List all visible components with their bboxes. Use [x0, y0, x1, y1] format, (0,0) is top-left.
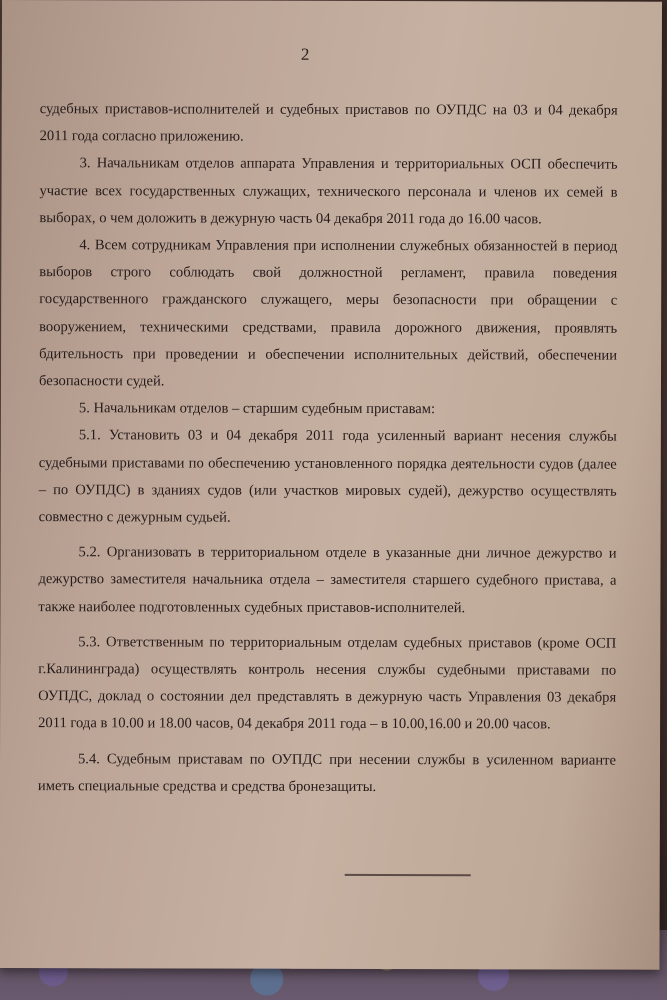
paragraph-4: 4. Всем сотрудникам Управления при исполнении служебных обязанностей в период выборов строго соблюдать свой должностной регламент, правила поведения государственного гражданского служащего, меры безопасности при обращении с вооружением, техническими средствами, правила дорожного движения, проявлять бдительность при проведении и обеспечении исполнительных действий, обеспечении безопасности судей. — [38, 237, 618, 390]
paragraph-3: 3. Начальникам отделов аппарата Управления и территориальных ОСП обеспечить участие всех государственных служащих, технического персонала и членов их семей в выборах, о чем доложить в дежурную часть 04 декабря 2011 года до 16.00 часов. — [39, 155, 618, 228]
paragraph-5: 5. Начальникам отделов – старшим судебным приставам: — [78, 400, 436, 418]
paragraph-5-1: 5.1. Установить 03 и 04 декабря 2011 года усиленный вариант несения службы судебными приставами по обеспечению установленного порядка деятельности судов (далее – по ОУПДС) в зданиях судов (или участков мировых судей), дежурство осуществлять совместно с дежурным судьей. — [38, 427, 617, 526]
page-number: 2 — [300, 44, 310, 64]
paragraph-5-3: 5.3. Ответственным по территориальным отделам судебных приставов (кроме ОСП г.Калининграда) осуществлять контроль несения службы судебными приставами по ОУПДС, доклад о состоянии дел представлять в дежурную часть Управления 03 декабря 2011 года в 10.00 и 18.00 часов, 04 декабря 2011 года – в 10.00,16.00 и 20.00 часов. — [38, 634, 617, 733]
closing-rule — [345, 874, 471, 876]
paragraph-5-2: 5.2. Организовать в территориальном отделе в указанные дни личное дежурство и дежурство заместителя начальника отдела – заместителя старшего судебного пристава, а также наиболее подготовленных судебных приставов-исполнителей. — [38, 544, 617, 616]
paragraph-continuation: судебных приставов-исполнителей и судебных приставов по ОУПДС на 03 и 04 декабря 2011 года согласно приложению. — [39, 101, 618, 145]
paragraph-5-4: 5.4. Судебным приставам по ОУПДС при несении службы в усиленном варианте иметь специальные средства и средства бронезащиты. — [37, 750, 617, 795]
document-body — [38, 96, 618, 802]
